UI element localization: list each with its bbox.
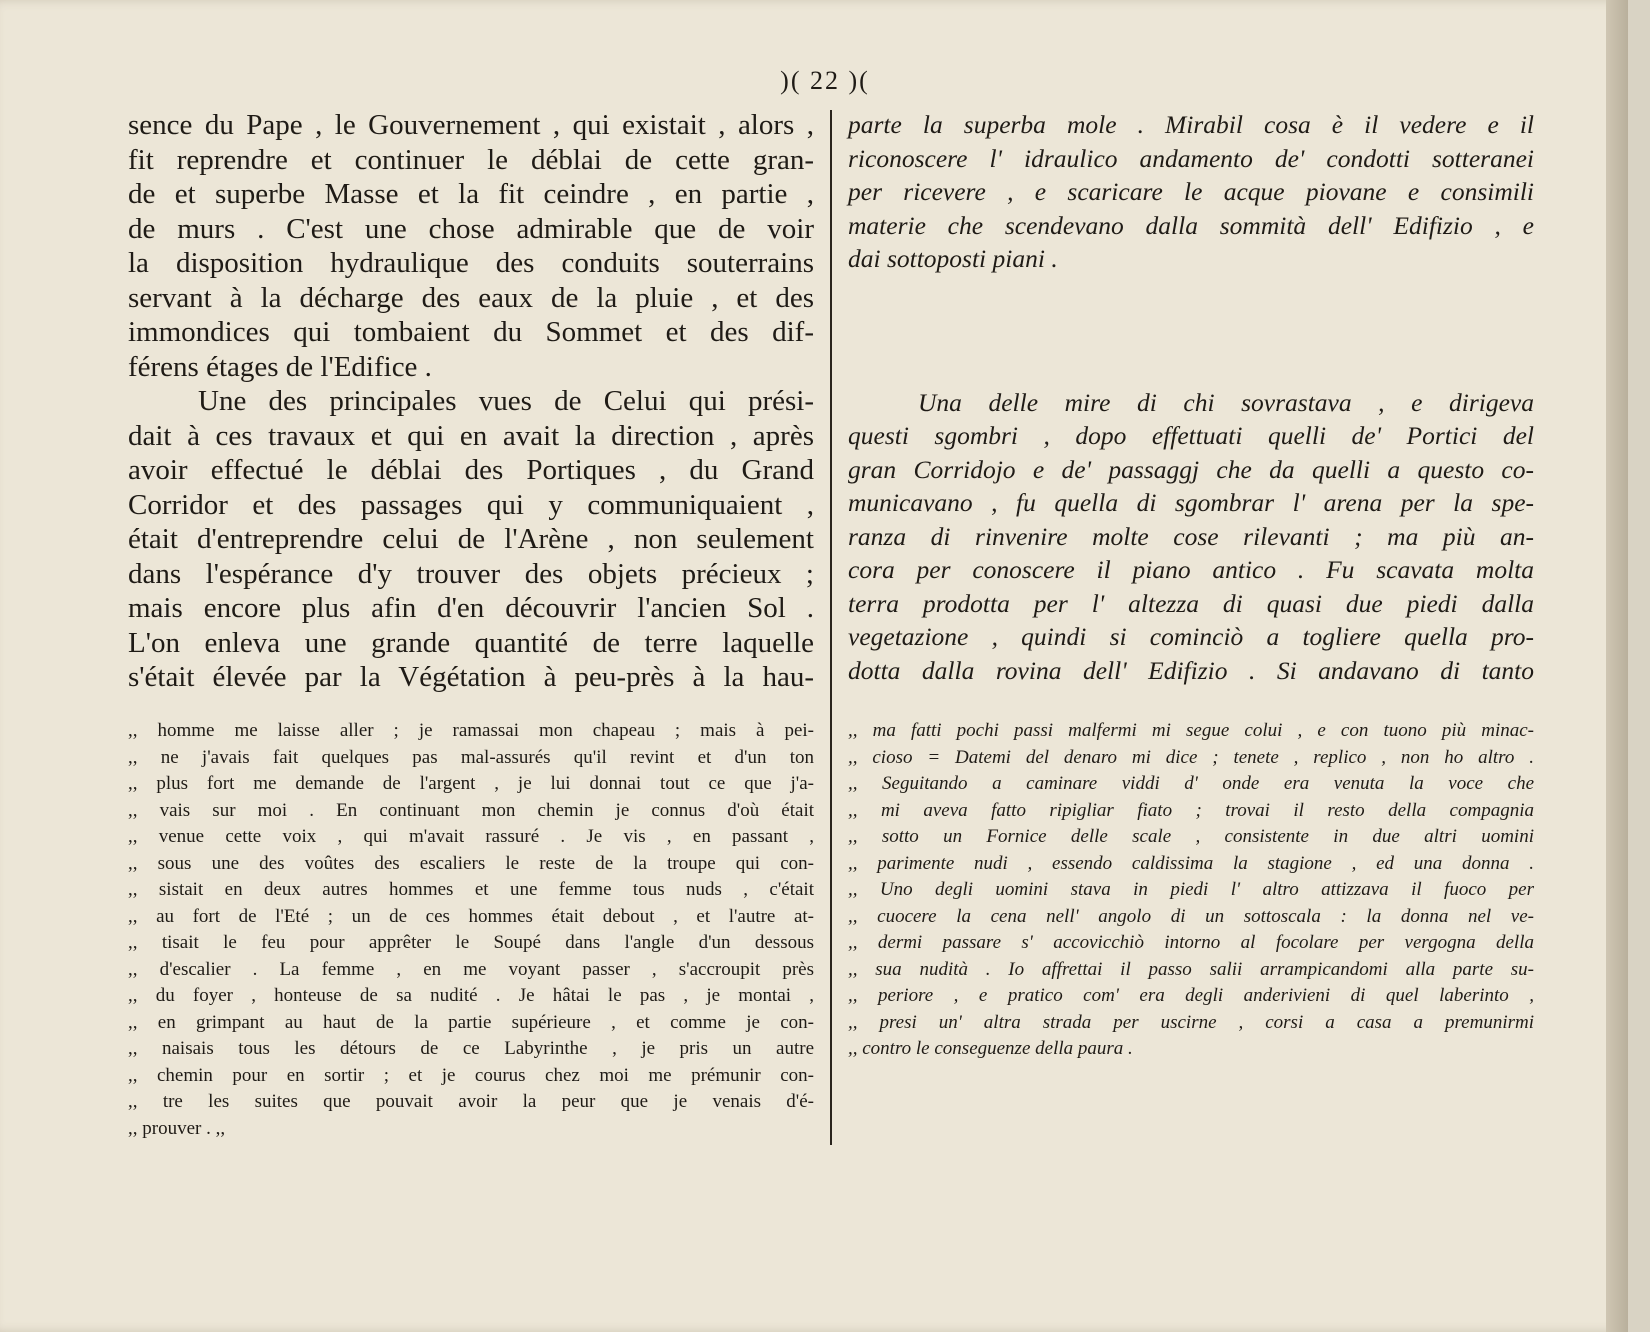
- note-line: ,, au fort de l'Eté ; un de ces hommes était debout , et l'autre at-: [128, 905, 814, 927]
- note-line: ,, Seguitando a caminare viddi d' onde era venuta la voce che: [848, 773, 1534, 794]
- text-line: questi sgombri , dopo effettuati quelli de' Portici del: [848, 421, 1534, 450]
- italian-paragraph-1: [848, 108, 1534, 276]
- italian-footnote: [848, 718, 1534, 1063]
- text-line: Une des principales vues de Celui qui prési-: [198, 385, 814, 417]
- text-line: municavano , fu quella di sgombrar l' arena per la spe-: [848, 488, 1534, 517]
- page-number: )( 22 )(: [780, 66, 870, 95]
- french-footnote: [128, 718, 814, 1142]
- footnote-text: [128, 718, 814, 1142]
- note-line: ,, chemin pour en sortir ; et je courus chez moi me prémunir con-: [128, 1064, 814, 1086]
- text-line: avoir effectué le déblai des Portiques , du Grand: [128, 454, 814, 486]
- note-line: ,, cuocere la cena nell' angolo di un sottoscala : la donna nel ve-: [848, 905, 1534, 927]
- note-line: ,, parimente nudi , essendo caldissima la stagione , ed una donna .: [848, 852, 1534, 874]
- note-line: ,, en grimpant au haut de la partie supérieure , et comme je con-: [128, 1011, 814, 1033]
- french-paragraph-2: [128, 384, 814, 695]
- column-divider: [830, 110, 832, 1145]
- text-line: Corridor et des passages qui y communiquaient ,: [128, 488, 814, 521]
- text-line: dait à ces travaux et qui en avait la direction , après: [128, 419, 814, 452]
- text-line: ranza di rinvenire molte cose rilevanti ; ma più an-: [848, 521, 1534, 551]
- note-line: ,, ma fatti pochi passi malfermi mi segue colui , e con tuono più minac-: [848, 720, 1534, 741]
- note-line: ,, dermi passare s' accovicchiò intorno al focolare per vergogna della: [848, 932, 1534, 953]
- text-line: dai sottoposti piani .: [848, 244, 1058, 273]
- text-line: vegetazione , quindi si cominciò a togliere quella pro-: [848, 622, 1534, 651]
- footnote-text: [848, 718, 1534, 1063]
- note-line: ,, sous une des voûtes des escaliers le reste de la troupe qui con-: [128, 852, 814, 874]
- text-line: dans l'espérance d'y trouver des objets précieux ;: [128, 557, 814, 590]
- text-line: immondices qui tombaient du Sommet et des dif-: [128, 316, 814, 348]
- note-line: ,, presi un' altra strada per uscirne , corsi a casa a premunirmi: [848, 1011, 1534, 1033]
- note-line: ,, vais sur moi . En continuant mon chemin je connus d'où était: [128, 799, 814, 821]
- note-line: ,, sotto un Fornice delle scale , consistente in due altri uomini: [848, 826, 1534, 847]
- text-line: sence du Pape , le Gouvernement , qui existait , alors ,: [128, 109, 814, 141]
- note-line: ,, contro le conseguenze della paura .: [848, 1038, 1133, 1059]
- page-edge: [1606, 0, 1628, 1332]
- note-line: ,, sistait en deux autres hommes et une femme tous nuds , c'était: [128, 879, 814, 900]
- note-line: ,, d'escalier . La femme , en me voyant passer , s'accroupit près: [128, 958, 814, 980]
- text-line: Una delle mire di chi sovrastava , e dirigeva: [918, 387, 1534, 417]
- text-line: mais encore plus afin d'en découvrir l'ancien Sol .: [128, 592, 814, 624]
- text-line: de murs . C'est une chose admirable que de voir: [128, 212, 814, 245]
- text-line: terra prodotta per l' altezza di quasi due piedi dalla: [848, 588, 1534, 618]
- text-line: férens étages de l'Edifice .: [128, 350, 432, 383]
- text-line: per ricevere , e scaricare le acque piovane e consimili: [848, 177, 1534, 206]
- text-line: cora per conoscere il piano antico . Fu scavata molta: [848, 555, 1534, 584]
- note-line: ,, prouver . ,,: [128, 1117, 226, 1139]
- note-line: ,, du foyer , honteuse de sa nudité . Je hâtai le pas , je montai ,: [128, 985, 814, 1006]
- note-line: ,, ne j'avais fait quelques pas mal-assurés qu'il revint et d'un ton: [128, 746, 814, 768]
- text-line: était d'entreprendre celui de l'Arène , non seulement: [128, 523, 814, 555]
- text-line: materie che scendevano dalla sommità dell' Edifizio , e: [848, 210, 1534, 240]
- text-line: L'on enleva une grande quantité de terre laquelle: [128, 626, 814, 659]
- note-line: ,, mi aveva fatto ripigliar fiato ; trovai il resto della compagnia: [848, 799, 1534, 821]
- text-line: gran Corridojo e de' passaggj che da quelli a questo co-: [848, 454, 1534, 484]
- note-line: ,, sua nudità . Io affrettai il passo salii arrampicandomi alla parte su-: [848, 958, 1534, 980]
- text-line: riconoscere l' idraulico andamento de' condotti sotteranei: [848, 143, 1534, 173]
- text-line: dotta dalla rovina dell' Edifizio . Si andavano di tanto: [848, 655, 1534, 685]
- note-line: ,, tisait le feu pour apprêter le Soupé dans l'angle d'un dessous: [128, 932, 814, 953]
- text-line: la disposition hydraulique des conduits souterrains: [128, 247, 814, 279]
- note-line: ,, Uno degli uomini stava in piedi l' altro attizzava il fuoco per: [848, 879, 1534, 900]
- text-line: fit reprendre et continuer le déblai de cette gran-: [128, 143, 814, 176]
- note-line: ,, tre les suites que pouvait avoir la peur que je venais d'é-: [128, 1091, 814, 1112]
- french-paragraph-1: [128, 108, 814, 384]
- text-line: s'était élevée par la Végétation à peu-près à la hau-: [128, 661, 814, 693]
- french-main-text: [128, 108, 814, 695]
- text-line: servant à la décharge des eaux de la pluie , et des: [128, 281, 814, 314]
- note-line: ,, plus fort me demande de l'argent , je lui donnai tout ce que j'a-: [128, 773, 814, 794]
- text-line: parte la superba mole . Mirabil cosa è il vedere e il: [848, 110, 1534, 139]
- note-line: ,, naisais tous les détours de ce Labyrinthe , je pris un autre: [128, 1038, 814, 1059]
- italian-main-text: [848, 108, 1534, 687]
- italian-paragraph-2: [848, 386, 1534, 688]
- text-line: de et superbe Masse et la fit ceindre , en partie ,: [128, 178, 814, 210]
- note-line: ,, venue cette voix , qui m'avait rassuré . Je vis , en passant ,: [128, 826, 814, 847]
- note-line: ,, periore , e pratico com' era degli anderivieni di quel laberinto ,: [848, 985, 1534, 1006]
- spacer: [848, 276, 1534, 386]
- note-line: ,, homme me laisse aller ; je ramassai mon chapeau ; mais à pei-: [128, 720, 814, 741]
- note-line: ,, cioso = Datemi del denaro mi dice ; tenete , replico , non ho altro .: [848, 746, 1534, 768]
